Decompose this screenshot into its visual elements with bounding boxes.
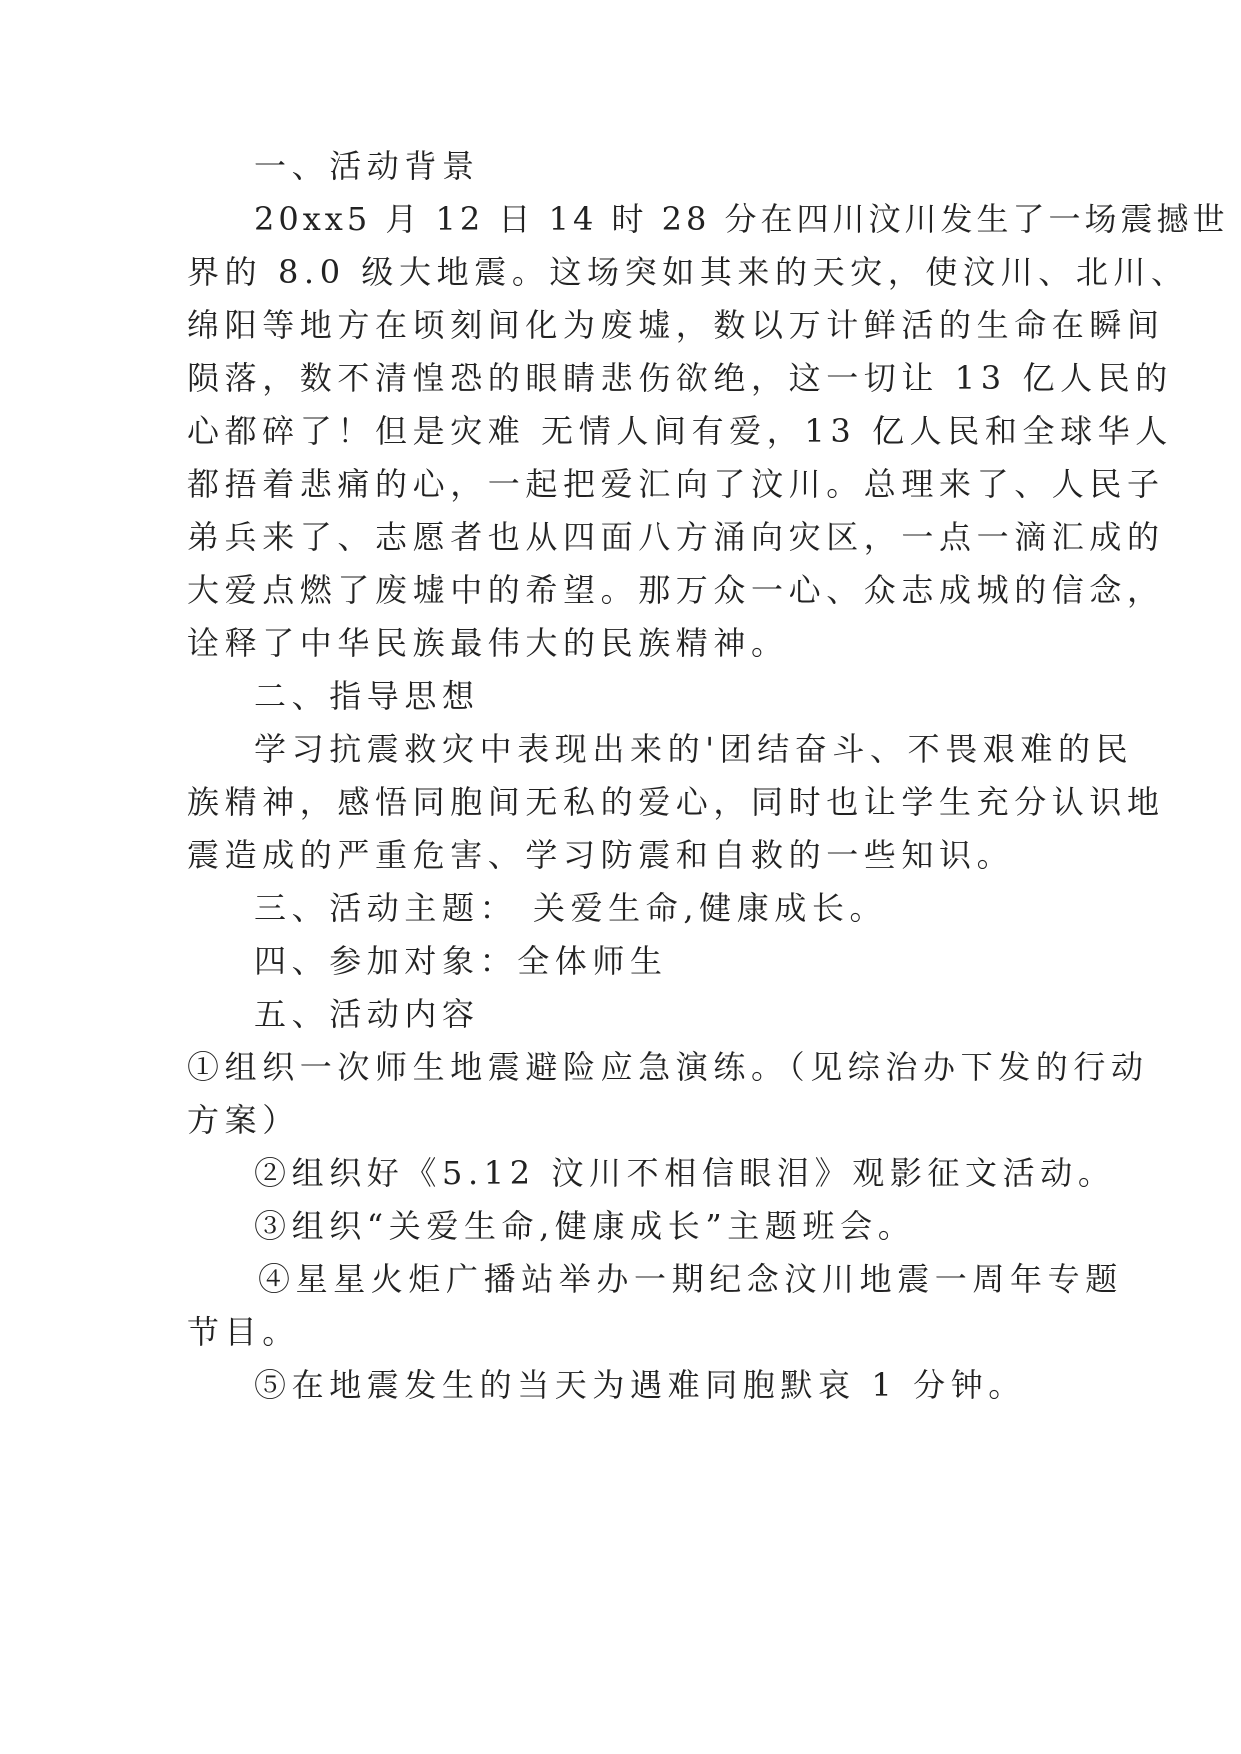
paragraph-line: 心都碎了！但是灾难 无情人间有爱，13 亿人民和全球华人 <box>187 412 1173 450</box>
paragraph-line: 震造成的严重危害、学习防震和自救的一些知识。 <box>187 836 1015 874</box>
list-item-line: 节目。 <box>187 1313 300 1351</box>
paragraph-line: 大爱点燃了废墟中的希望。那万众一心、众志成城的信念， <box>187 571 1165 609</box>
paragraph-line: 学习抗震救灾中表现出来的'团结奋斗、不畏艰难的民 <box>254 730 1134 768</box>
section-heading-activities: 五、活动内容 <box>254 995 480 1033</box>
list-item-line: ③组织“关爱生命,健康成长”主题班会。 <box>254 1207 916 1245</box>
section-heading-background: 一、活动背景 <box>254 147 480 185</box>
paragraph-line: 20xx5 月 12 日 14 时 28 分在四川汶川发生了一场震撼世 <box>254 200 1229 238</box>
list-item-line: ②组织好《5.12 汶川不相信眼泪》观影征文活动。 <box>254 1154 1116 1192</box>
list-item-line: ①组织一次师生地震避险应急演练。（见综治办下发的行动 <box>187 1048 1149 1086</box>
paragraph-line: 界的 8.0 级大地震。这场突如其来的天灾，使汶川、北川、 <box>187 253 1189 291</box>
section-heading-participants: 四、参加对象：全体师生 <box>254 942 668 980</box>
paragraph-line: 都捂着悲痛的心，一起把爱汇向了汶川。总理来了、人民子 <box>187 465 1165 503</box>
list-item-line: 方案） <box>187 1101 300 1139</box>
paragraph-line: 族精神，感悟同胞间无私的爱心，同时也让学生充分认识地 <box>187 783 1165 821</box>
paragraph-line: 陨落，数不清惶恐的眼睛悲伤欲绝，这一切让 13 亿人民的 <box>187 359 1173 397</box>
section-heading-theme: 三、活动主题： 关爱生命,健康成长。 <box>254 889 888 927</box>
section-heading-guiding-thought: 二、指导思想 <box>254 677 480 715</box>
paragraph-line: 弟兵来了、志愿者也从四面八方涌向灾区，一点一滴汇成的 <box>187 518 1165 556</box>
paragraph-line: 诠释了中华民族最伟大的民族精神。 <box>187 624 789 662</box>
paragraph-line: 绵阳等地方在顷刻间化为废墟，数以万计鲜活的生命在瞬间 <box>187 306 1165 344</box>
list-item-line: ④星星火炬广播站举办一期纪念汶川地震一周年专题 <box>258 1260 1123 1298</box>
list-item-line: ⑤在地震发生的当天为遇难同胞默哀 1 分钟。 <box>254 1366 1026 1404</box>
